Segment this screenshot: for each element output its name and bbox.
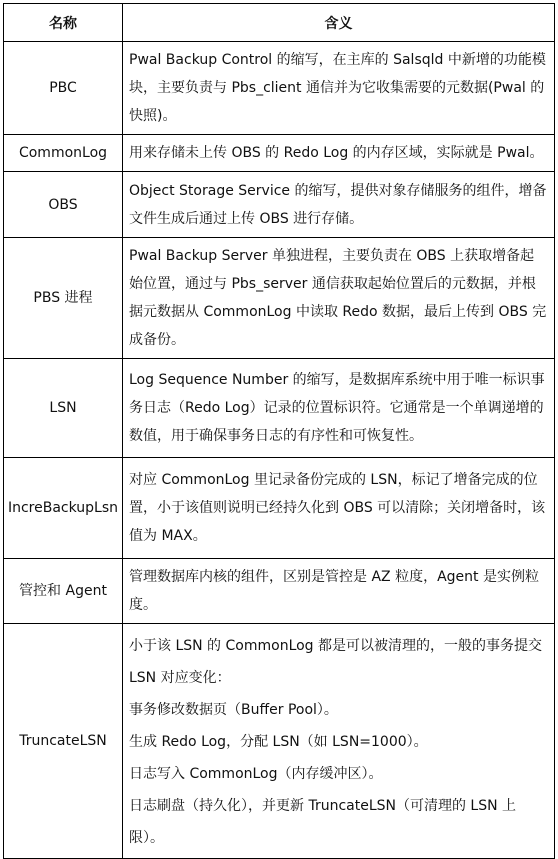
meaning-cell: Object Storage Service 的缩写，提供对象存储服务的组件，增备文件生成后通过上传 OBS 进行存储。 <box>123 172 555 238</box>
meaning-line: 日志写入 CommonLog（内存缓冲区）。 <box>129 766 383 782</box>
glossary-table-container <box>3 3 554 846</box>
term-cell: TruncateLSN <box>4 624 123 859</box>
header-row <box>4 4 555 42</box>
meaning-cell: Log Sequence Number 的缩写，是数据库系统中用于唯一标识事务日志（Redo Log）记录的位置标识符。它通常是一个单调递增的数值，用于确保事务日志的有序性和可恢复性。 <box>123 359 555 458</box>
table-row <box>4 135 555 172</box>
term-cell: 管控和 Agent <box>4 559 123 624</box>
table-row <box>4 624 555 859</box>
table-row <box>4 238 555 359</box>
table-row <box>4 42 555 135</box>
meaning-cell: Pwal Backup Control 的缩写，在主库的 Salsqld 中新增的功能模块，主要负责与 Pbs_client 通信并为它收集需要的元数据(Pwal 的快照)。 <box>123 42 555 135</box>
table-row <box>4 359 555 458</box>
meaning-cell: 管理数据库内核的组件，区别是管控是 AZ 粒度，Agent 是实例粒度。 <box>123 559 555 624</box>
meaning-line: 小于该 LSN 的 CommonLog 都是可以被清理的，一般的事务提交 LSN 对应变化： <box>129 638 543 686</box>
header-meaning: 含义 <box>123 4 555 42</box>
glossary-table <box>3 3 555 859</box>
meaning-cell: Pwal Backup Server 单独进程，主要负责在 OBS 上获取增备起始位置，通过与 Pbs_server 通信获取起始位置后的元数据，并根据元数据从 CommonLog 中读取 Redo 数据，最后上传到 OBS 完成备份。 <box>123 238 555 359</box>
meaning-cell: 对应 CommonLog 里记录备份完成的 LSN，标记了增备完成的位置，小于该值则说明已经持久化到 OBS 可以清除；关闭增备时，该值为 MAX。 <box>123 458 555 559</box>
meaning-line: 事务修改数据页（Buffer Pool）。 <box>129 702 338 718</box>
table-row <box>4 172 555 238</box>
meaning-line: 日志刷盘（持久化），并更新 TruncateLSN（可清理的 LSN 上限）。 <box>129 798 517 846</box>
meaning-line: 生成 Redo Log，分配 LSN（如 LSN=1000）。 <box>129 734 428 750</box>
table-row <box>4 559 555 624</box>
table-row <box>4 458 555 559</box>
term-cell: OBS <box>4 172 123 238</box>
term-cell: IncreBackupLsn <box>4 458 123 559</box>
term-cell: LSN <box>4 359 123 458</box>
header-name: 名称 <box>4 4 123 42</box>
term-cell: PBS 进程 <box>4 238 123 359</box>
meaning-cell: 用来存储未上传 OBS 的 Redo Log 的内存区域，实际就是 Pwal。 <box>123 135 555 172</box>
term-cell: CommonLog <box>4 135 123 172</box>
term-cell: PBC <box>4 42 123 135</box>
meaning-cell <box>123 624 555 859</box>
